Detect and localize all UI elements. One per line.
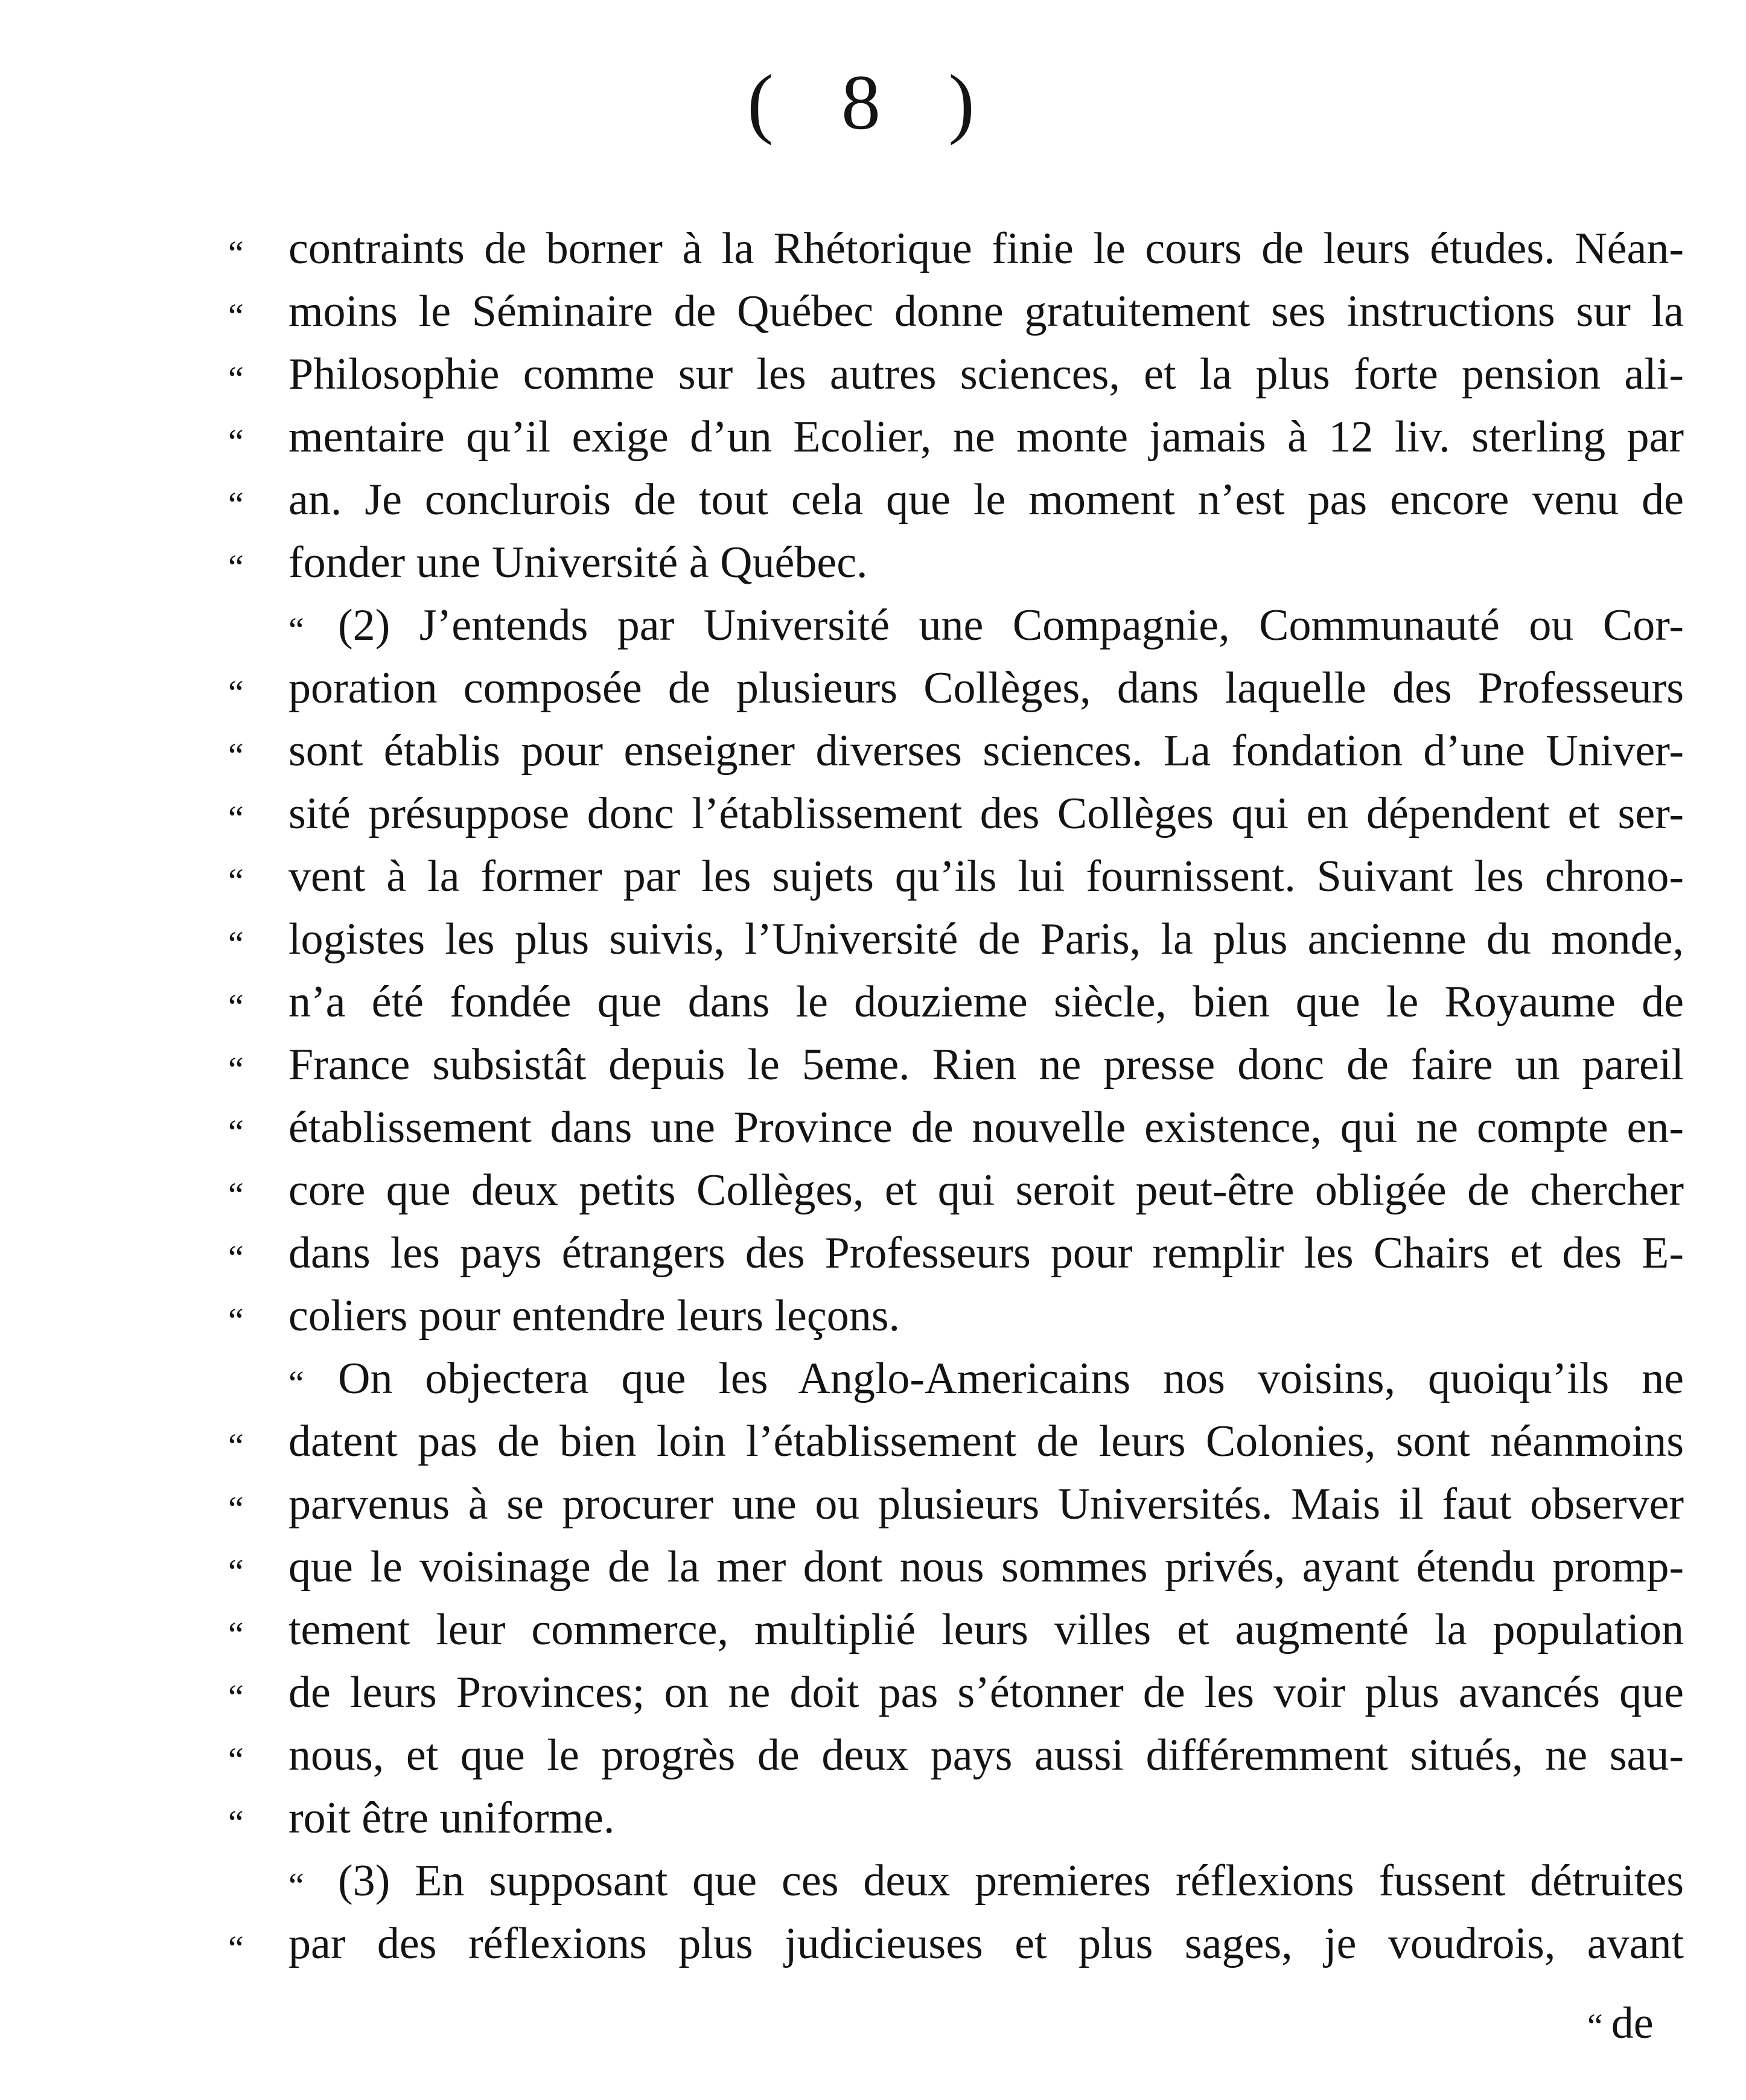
line-text: roit être uniforme. [288,1793,615,1843]
text-line [0,782,1746,845]
line-text: coliers pour entendre leurs leçons. [288,1291,900,1341]
line-text: logistes les plus suivis, l’Université de Paris, la plus ancienne du monde, [288,914,1684,964]
line-text: fonder une Université à Québec. [288,538,868,587]
line-text: Philosophie comme sur les autres sciences, et la plus forte pension ali- [288,349,1684,399]
line-text: (2) J’entends par Université une Compagnie, Communauté ou Cor- [338,601,1684,650]
text-line [0,1724,1746,1787]
quote-mark: “ [228,1112,244,1152]
quote-mark: “ [228,1803,244,1842]
quote-mark: “ [228,1677,244,1717]
quote-mark: “ [228,987,244,1026]
text-line [0,1033,1746,1096]
text-line [0,908,1746,971]
text-line [0,1598,1746,1661]
catchword [1587,1992,1654,2058]
text-line [0,1536,1746,1598]
quote-mark: “ [228,359,244,398]
text-line [0,1912,1746,1975]
quote-mark: “ [228,1740,244,1779]
quote-mark: “ [228,547,244,587]
quote-mark: “ [228,1552,244,1591]
line-text: par des réflexions plus judicieuses et plus sages, je voudrois, avant [288,1919,1684,1968]
text-line [0,1222,1746,1285]
quote-mark: “ [228,485,244,524]
text-line [0,971,1746,1033]
line-text: de leurs Provinces; on ne doit pas s’étonner de les voir plus avancés que [288,1668,1684,1717]
quote-mark: “ [288,610,304,649]
line-text: On objectera que les Anglo-Americains nos voisins, quoiqu’ils ne [338,1354,1684,1403]
line-text: an. Je conclurois de tout cela que le moment n’est pas encore venu de [288,475,1684,525]
text-line [0,594,1746,657]
line-text: parvenus à se procurer une ou plusieurs Universités. Mais il faut observer [288,1479,1684,1529]
quote-mark: “ [228,861,244,901]
text-line [0,1787,1746,1849]
line-text: vent à la former par les sujets qu’ils lui fournissent. Suivant les chrono- [288,852,1684,901]
quote-mark: “ [228,1426,244,1466]
quote-mark: “ [228,1615,244,1654]
quote-mark: “ [288,1364,304,1403]
quote-mark: “ [228,1050,244,1089]
text-line [0,1096,1746,1159]
quote-mark: “ [228,1238,244,1277]
line-text: sité présuppose donc l’établissement des Collèges qui en dépendent et ser- [288,789,1684,838]
quote-mark: “ [228,422,244,461]
text-line [0,1347,1746,1410]
text-line [0,1661,1746,1724]
quote-mark: “ [228,799,244,838]
line-text: que le voisinage de la mer dont nous sommes privés, ayant étendu promp- [288,1542,1684,1592]
line-text: (3) En supposant que ces deux premieres réflexions fussent détruites [338,1856,1684,1906]
line-text: moins le Séminaire de Québec donne gratuitement ses instructions sur la [288,287,1684,336]
line-text: contraints de borner à la Rhétorique finie le cours de leurs études. Néan- [288,224,1684,273]
quote-mark: “ [228,1175,244,1214]
quote-mark: “ [228,736,244,775]
quote-mark: “ [228,673,244,712]
text-line [0,720,1746,782]
line-text: tement leur commerce, multiplié leurs villes et augmenté la population [288,1605,1684,1655]
text-line [0,657,1746,720]
line-text: établissement dans une Province de nouvelle existence, qui ne compte en- [288,1103,1684,1152]
text-line [0,217,1746,280]
text-line [0,1159,1746,1222]
quote-mark: “ [228,234,244,273]
text-line [0,343,1746,406]
quote-mark: “ [228,296,244,336]
line-text: poration composée de plusieurs Collèges, dans laquelle des Professeurs [288,663,1684,713]
catchword-quote-mark: “ [1587,2006,1603,2046]
page-number: ( 8 ) [747,59,999,146]
line-text: sont établis pour enseigner diverses sciences. La fondation d’une Univer- [288,726,1684,776]
catchword-text: de [1611,1999,1654,2048]
text-line [0,406,1746,468]
text-line [0,280,1746,343]
quote-mark: “ [228,1301,244,1340]
line-text: n’a été fondée que dans le douzieme siècle, bien que le Royaume de [288,977,1684,1027]
quote-mark: “ [228,1929,244,1968]
quote-mark: “ [228,924,244,963]
line-text: nous, et que le progrès de deux pays aussi différemment situés, ne sau- [288,1731,1684,1780]
text-line [0,1473,1746,1536]
text-line [0,1849,1746,1912]
text-line [0,531,1746,594]
quote-mark: “ [288,1866,304,1905]
line-text: dans les pays étrangers des Professeurs pour remplir les Chairs et des E- [288,1228,1684,1278]
line-text: France subsistât depuis le 5eme. Rien ne presse donc de faire un pareil [288,1040,1684,1090]
line-text: datent pas de bien loin l’établissement de leurs Colonies, sont néanmoins [288,1417,1684,1466]
line-text: core que deux petits Collèges, et qui seroit peut-être obligée de chercher [288,1166,1684,1215]
line-text: mentaire qu’il exige d’un Ecolier, ne monte jamais à 12 liv. sterling par [288,412,1684,462]
text-line [0,845,1746,908]
text-line [0,468,1746,531]
quote-mark: “ [228,1489,244,1528]
text-line [0,1285,1746,1347]
text-line [0,1410,1746,1473]
